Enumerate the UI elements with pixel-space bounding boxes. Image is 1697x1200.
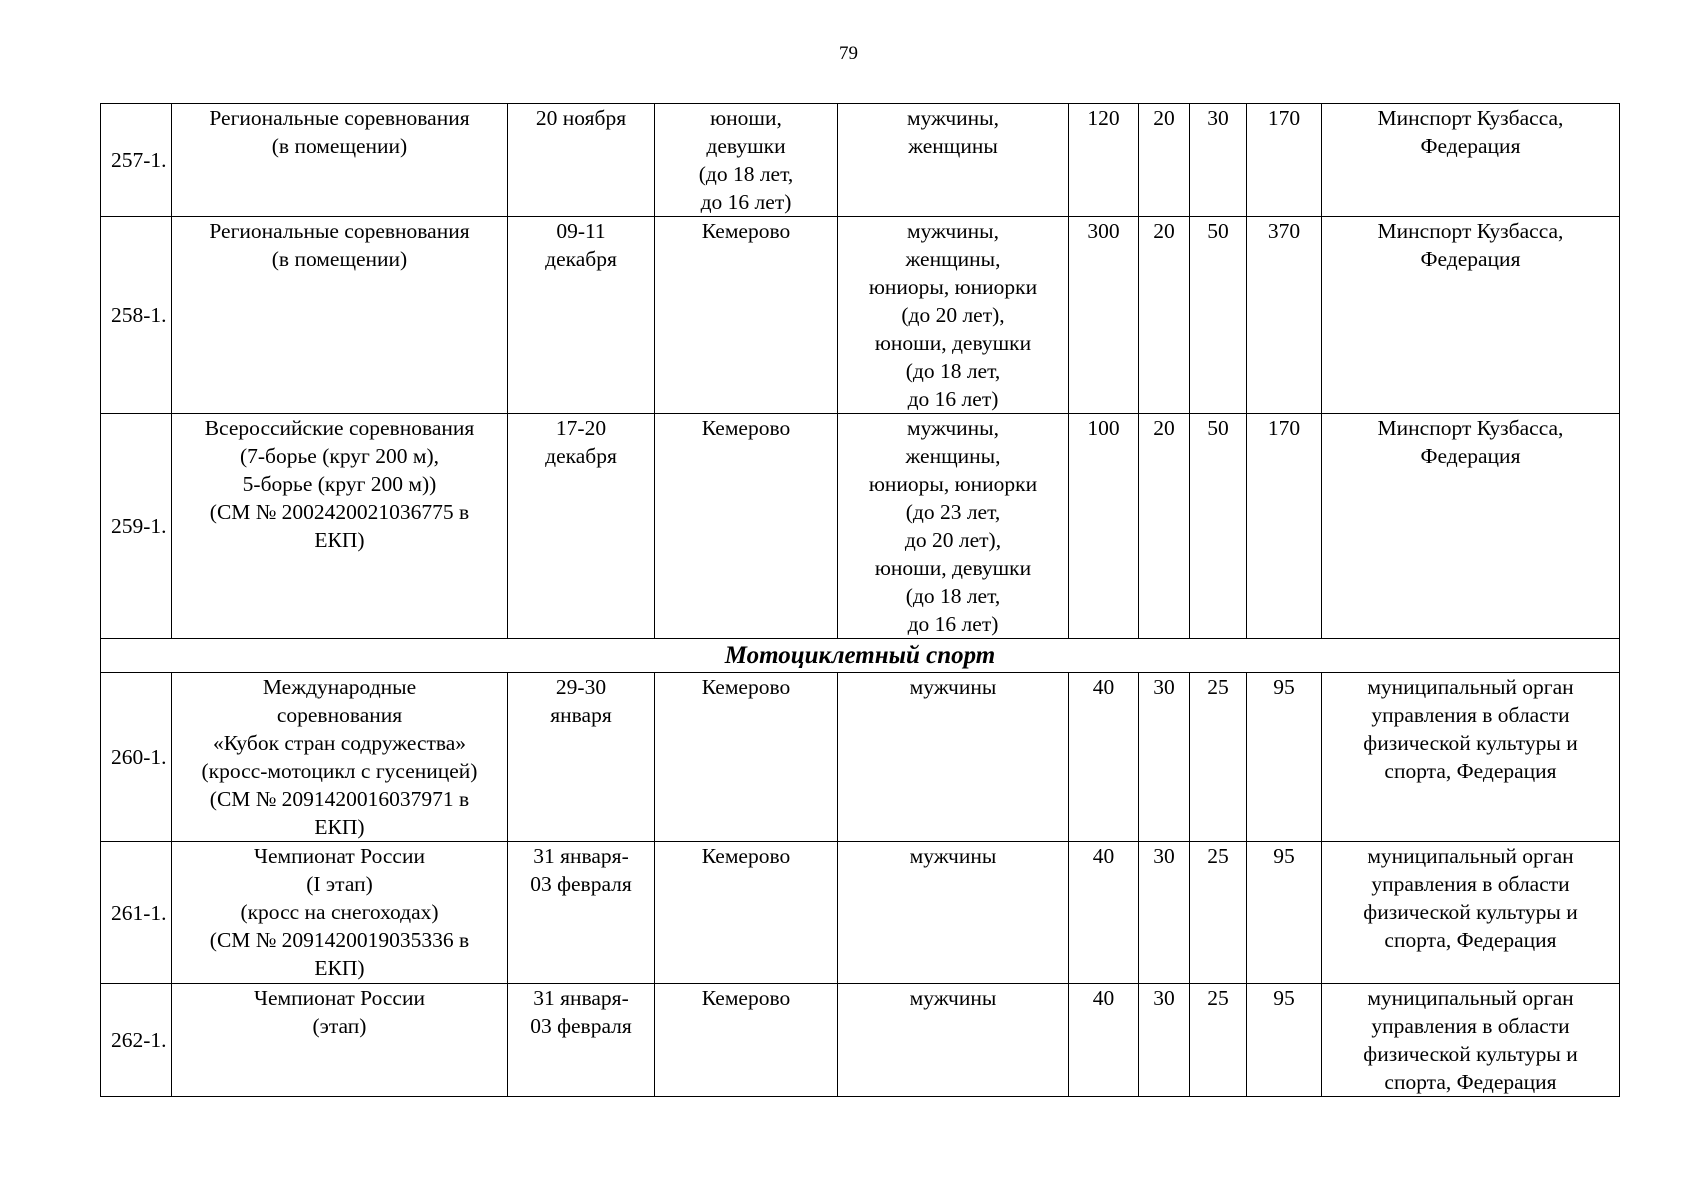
organizer-line: спорта, Федерация — [1384, 759, 1557, 783]
organizer-line: Минспорт Кузбасса, — [1377, 219, 1564, 243]
organizer — [1322, 673, 1620, 842]
count-1: 300 — [1069, 217, 1139, 414]
count-3: 25 — [1190, 984, 1247, 1097]
participant-group — [838, 104, 1069, 217]
event-name-line: (кросс на снегоходах) — [240, 900, 439, 924]
event-date-line: 31 января- — [533, 986, 629, 1010]
event-date-line: января — [550, 703, 612, 727]
participant-group — [838, 673, 1069, 842]
table-row — [101, 104, 1620, 217]
organizer-line: Федерация — [1420, 444, 1521, 468]
participant-group-line: мужчины — [909, 986, 997, 1010]
participant-group — [838, 984, 1069, 1097]
event-name-line: Всероссийские соревнования — [204, 416, 475, 440]
section-title: Мотоциклетный спорт — [101, 639, 1620, 673]
event-name-line: (кросс-мотоцикл с гусеницей) — [201, 759, 478, 783]
count-1: 40 — [1069, 984, 1139, 1097]
section-header-row — [101, 639, 1620, 673]
event-date — [508, 984, 655, 1097]
participant-group-line: мужчины, — [906, 106, 1000, 130]
participant-group-line: юниоры, юниорки — [868, 275, 1038, 299]
event-name-line: ЕКП) — [314, 956, 365, 980]
count-total: 95 — [1247, 673, 1322, 842]
table-row — [101, 414, 1620, 639]
event-name-line: (этап) — [312, 1014, 367, 1038]
event-place-line: Кемерово — [701, 219, 791, 243]
organizer-line: спорта, Федерация — [1384, 928, 1557, 952]
participant-group — [838, 842, 1069, 984]
event-name-line: ЕКП) — [314, 815, 365, 839]
event-name — [172, 217, 508, 414]
event-date-line: 09-11 — [556, 219, 606, 243]
row-number: 261-1. — [101, 842, 172, 984]
event-name-line: Международные — [262, 675, 417, 699]
row-number: 259-1. — [101, 414, 172, 639]
count-total: 95 — [1247, 842, 1322, 984]
organizer — [1322, 414, 1620, 639]
event-name-line: (в помещении) — [271, 134, 408, 158]
event-place-line: до 16 лет) — [700, 190, 792, 214]
count-2: 30 — [1139, 673, 1190, 842]
event-name-line: Региональные соревнования — [209, 106, 470, 130]
event-name-line: Региональные соревнования — [209, 219, 470, 243]
count-2: 20 — [1139, 414, 1190, 639]
events-table — [100, 103, 1620, 1097]
count-total: 170 — [1247, 414, 1322, 639]
participant-group-line: женщины, — [905, 444, 1001, 468]
event-date-line: 17-20 — [555, 416, 607, 440]
organizer-line: Федерация — [1420, 134, 1521, 158]
participant-group-line: до 20 лет), — [904, 528, 1002, 552]
participant-group-line: мужчины, — [906, 416, 1000, 440]
organizer — [1322, 104, 1620, 217]
organizer — [1322, 984, 1620, 1097]
event-place — [655, 217, 838, 414]
count-3: 50 — [1190, 414, 1247, 639]
organizer-line: муниципальный орган — [1367, 675, 1574, 699]
organizer-line: муниципальный орган — [1367, 844, 1574, 868]
event-place — [655, 104, 838, 217]
participant-group-line: юноши, девушки — [874, 556, 1032, 580]
event-name — [172, 673, 508, 842]
count-2: 20 — [1139, 104, 1190, 217]
participant-group-line: (до 23 лет, — [905, 500, 1001, 524]
organizer-line: физической культуры и — [1363, 900, 1578, 924]
event-place-line: Кемерово — [701, 416, 791, 440]
organizer-line: управления в области — [1371, 1014, 1570, 1038]
table-row — [101, 217, 1620, 414]
participant-group-line: юниоры, юниорки — [868, 472, 1038, 496]
participant-group — [838, 217, 1069, 414]
count-3: 50 — [1190, 217, 1247, 414]
event-name-line: Чемпионат России — [254, 844, 425, 868]
participant-group-line: мужчины — [909, 844, 997, 868]
event-name-line: (I этап) — [306, 872, 373, 896]
event-place — [655, 414, 838, 639]
event-name — [172, 104, 508, 217]
participant-group-line: женщины, — [905, 247, 1001, 271]
event-name-line: (СМ № 2091420016037971 в — [209, 787, 470, 811]
participant-group-line: до 16 лет) — [907, 387, 999, 411]
participant-group-line: женщины — [908, 134, 998, 158]
event-name-line: Чемпионат России — [254, 986, 425, 1010]
event-name-line: «Кубок стран содружества» — [212, 731, 467, 755]
event-name — [172, 414, 508, 639]
count-3: 30 — [1190, 104, 1247, 217]
organizer-line: физической культуры и — [1363, 1042, 1578, 1066]
count-3: 25 — [1190, 842, 1247, 984]
table-row — [101, 842, 1620, 984]
event-date-line: 20 ноября — [535, 106, 627, 130]
event-place-line: юноши, — [710, 106, 782, 130]
event-name-line: (СМ № 2091420019035336 в — [209, 928, 470, 952]
count-1: 100 — [1069, 414, 1139, 639]
count-total: 95 — [1247, 984, 1322, 1097]
organizer-line: управления в области — [1371, 703, 1570, 727]
organizer-line: спорта, Федерация — [1384, 1070, 1557, 1094]
row-number: 260-1. — [101, 673, 172, 842]
event-place-line: Кемерово — [701, 675, 791, 699]
event-date — [508, 673, 655, 842]
organizer — [1322, 842, 1620, 984]
count-2: 30 — [1139, 842, 1190, 984]
organizer-line: Федерация — [1420, 247, 1521, 271]
table-row — [101, 984, 1620, 1097]
page-number: 79 — [839, 43, 858, 64]
event-name-line: ЕКП) — [314, 528, 365, 552]
organizer-line: муниципальный орган — [1367, 986, 1574, 1010]
count-1: 120 — [1069, 104, 1139, 217]
count-total: 170 — [1247, 104, 1322, 217]
event-date — [508, 842, 655, 984]
event-place-line: Кемерово — [701, 986, 791, 1010]
event-name — [172, 842, 508, 984]
row-number: 257-1. — [101, 104, 172, 217]
count-3: 25 — [1190, 673, 1247, 842]
participant-group-line: (до 18 лет, — [905, 359, 1001, 383]
table-section — [101, 639, 1620, 673]
organizer-line: управления в области — [1371, 872, 1570, 896]
row-number: 262-1. — [101, 984, 172, 1097]
event-place — [655, 673, 838, 842]
event-date-line: декабря — [545, 247, 617, 271]
count-1: 40 — [1069, 842, 1139, 984]
event-date-line: декабря — [545, 444, 617, 468]
event-place-line: Кемерово — [701, 844, 791, 868]
participant-group-line: мужчины — [909, 675, 997, 699]
table-body-motorsport — [101, 673, 1620, 1097]
count-2: 20 — [1139, 217, 1190, 414]
event-place-line: девушки — [706, 134, 786, 158]
participant-group-line: до 16 лет) — [907, 612, 999, 636]
organizer-line: Минспорт Кузбасса, — [1377, 106, 1564, 130]
count-1: 40 — [1069, 673, 1139, 842]
event-date-line: 29-30 — [555, 675, 607, 699]
event-place-line: (до 18 лет, — [698, 162, 794, 186]
event-date-line: 31 января- — [533, 844, 629, 868]
participant-group-line: юноши, девушки — [874, 331, 1032, 355]
organizer-line: физической культуры и — [1363, 731, 1578, 755]
organizer — [1322, 217, 1620, 414]
table-row — [101, 673, 1620, 842]
event-name — [172, 984, 508, 1097]
event-date — [508, 414, 655, 639]
event-name-line: соревнования — [276, 703, 403, 727]
event-place — [655, 842, 838, 984]
event-date-line: 03 февраля — [530, 1014, 632, 1038]
organizer-line: Минспорт Кузбасса, — [1377, 416, 1564, 440]
participant-group — [838, 414, 1069, 639]
count-total: 370 — [1247, 217, 1322, 414]
event-name-line: (СМ № 2002420021036775 в — [209, 500, 470, 524]
event-name-line: (в помещении) — [271, 247, 408, 271]
participant-group-line: мужчины, — [906, 219, 1000, 243]
count-2: 30 — [1139, 984, 1190, 1097]
row-number: 258-1. — [101, 217, 172, 414]
table-body-athletics — [101, 104, 1620, 639]
event-date — [508, 217, 655, 414]
event-date — [508, 104, 655, 217]
event-name-line: 5-борье (круг 200 м)) — [242, 472, 437, 496]
event-place — [655, 984, 838, 1097]
participant-group-line: (до 18 лет, — [905, 584, 1001, 608]
event-date-line: 03 февраля — [530, 872, 632, 896]
participant-group-line: (до 20 лет), — [901, 303, 1005, 327]
event-name-line: (7-борье (круг 200 м), — [239, 444, 439, 468]
